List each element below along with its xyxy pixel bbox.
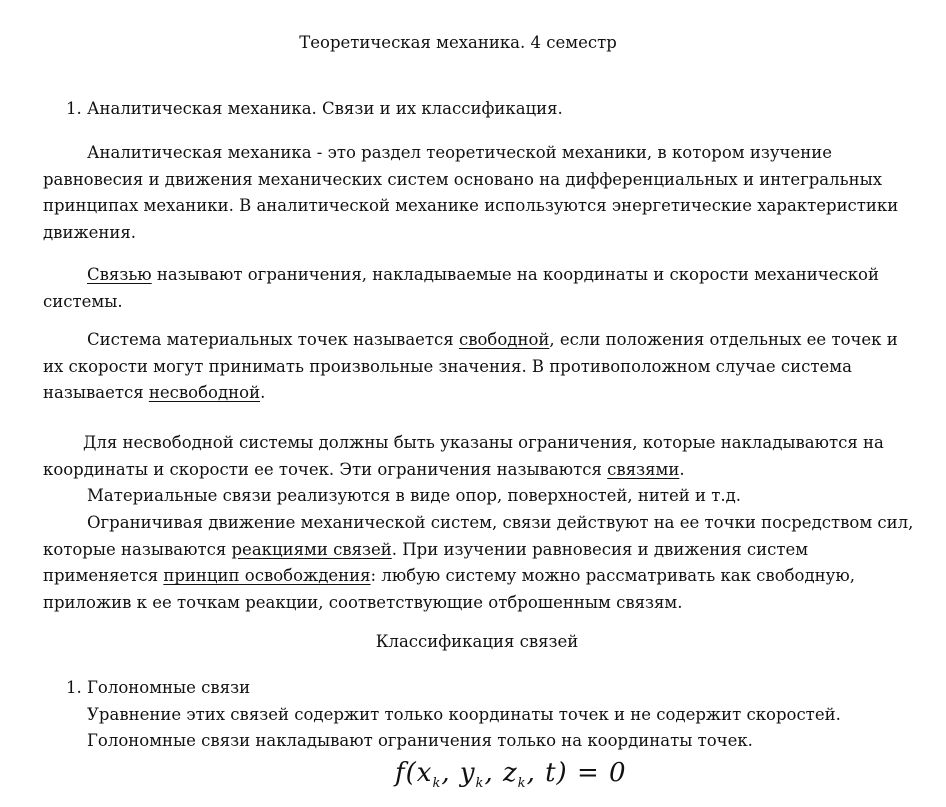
paragraph-text: .	[679, 459, 685, 479]
paragraph-text: Система материальных точек называется	[87, 330, 459, 349]
section-heading: 1. Аналитическая механика. Связи и их классификация.	[66, 99, 563, 118]
paragraph-definition	[43, 140, 923, 246]
paragraph-material	[43, 483, 923, 510]
term-constraint: Связью	[87, 265, 152, 284]
term-nonfree: несвободной	[148, 383, 261, 402]
section-subtitle: Классификация связей	[375, 632, 579, 651]
term-reactions: реакциями связей	[231, 539, 392, 559]
list-item-holonomic: 1. Голономные связи	[66, 678, 251, 697]
term-release-principle: принцип освобождения	[163, 566, 371, 585]
paragraph-text: Материальные связи реализуются в виде опор, поверхностей, нитей и т.д.	[87, 486, 742, 505]
paragraph-text: Ограничивая движение механической систем, связи действуют на ее точки посредством сил, которые называются	[43, 513, 914, 559]
paragraph-text: , если положения отдельных ее точек и их скорости могут принимать произвольные значения. В противоположном случае система называется	[43, 330, 898, 402]
paragraph-constraint	[43, 262, 923, 315]
paragraph-text: Для несвободной системы должны быть указаны ограничения, которые накладываются на координаты и скорости ее точек. Эти ограничения называются	[43, 433, 884, 479]
list-item-line: Уравнение этих связей содержит только координаты точек и не содержит скоростей.	[87, 705, 841, 724]
paragraph-constraints	[43, 430, 923, 483]
handwritten-formula: $f(x_k$, $y_k$, $z_k$, t) = 0	[395, 758, 627, 792]
paragraph-free-system	[43, 327, 923, 407]
paragraph-text: .	[260, 383, 266, 402]
paragraph-text: называют ограничения, накладываемые на координаты и скорости механической системы.	[43, 265, 879, 311]
paragraph-text: . При изучении равновесия и движения систем применяется	[43, 539, 809, 585]
list-item-line: Голономные связи накладывают ограничения только на координаты точек.	[87, 731, 753, 750]
paragraph-reactions	[43, 510, 923, 616]
document-title: Теоретическая механика. 4 семестр	[299, 33, 617, 52]
paragraph-text: : любую систему можно рассматривать как свободную, приложив к ее точкам реакции, соответствующие отброшенным связям.	[43, 566, 855, 612]
term-free: свободной	[458, 330, 550, 349]
paragraph-text: Аналитическая механика - это раздел теоретической механики, в котором изучение равновесия и движения механических систем основано на дифференциальных и интегральных принципах механики. В аналитической механике используются энергетические характеристики движения.	[43, 143, 899, 242]
term-constraints: связями	[607, 459, 680, 479]
